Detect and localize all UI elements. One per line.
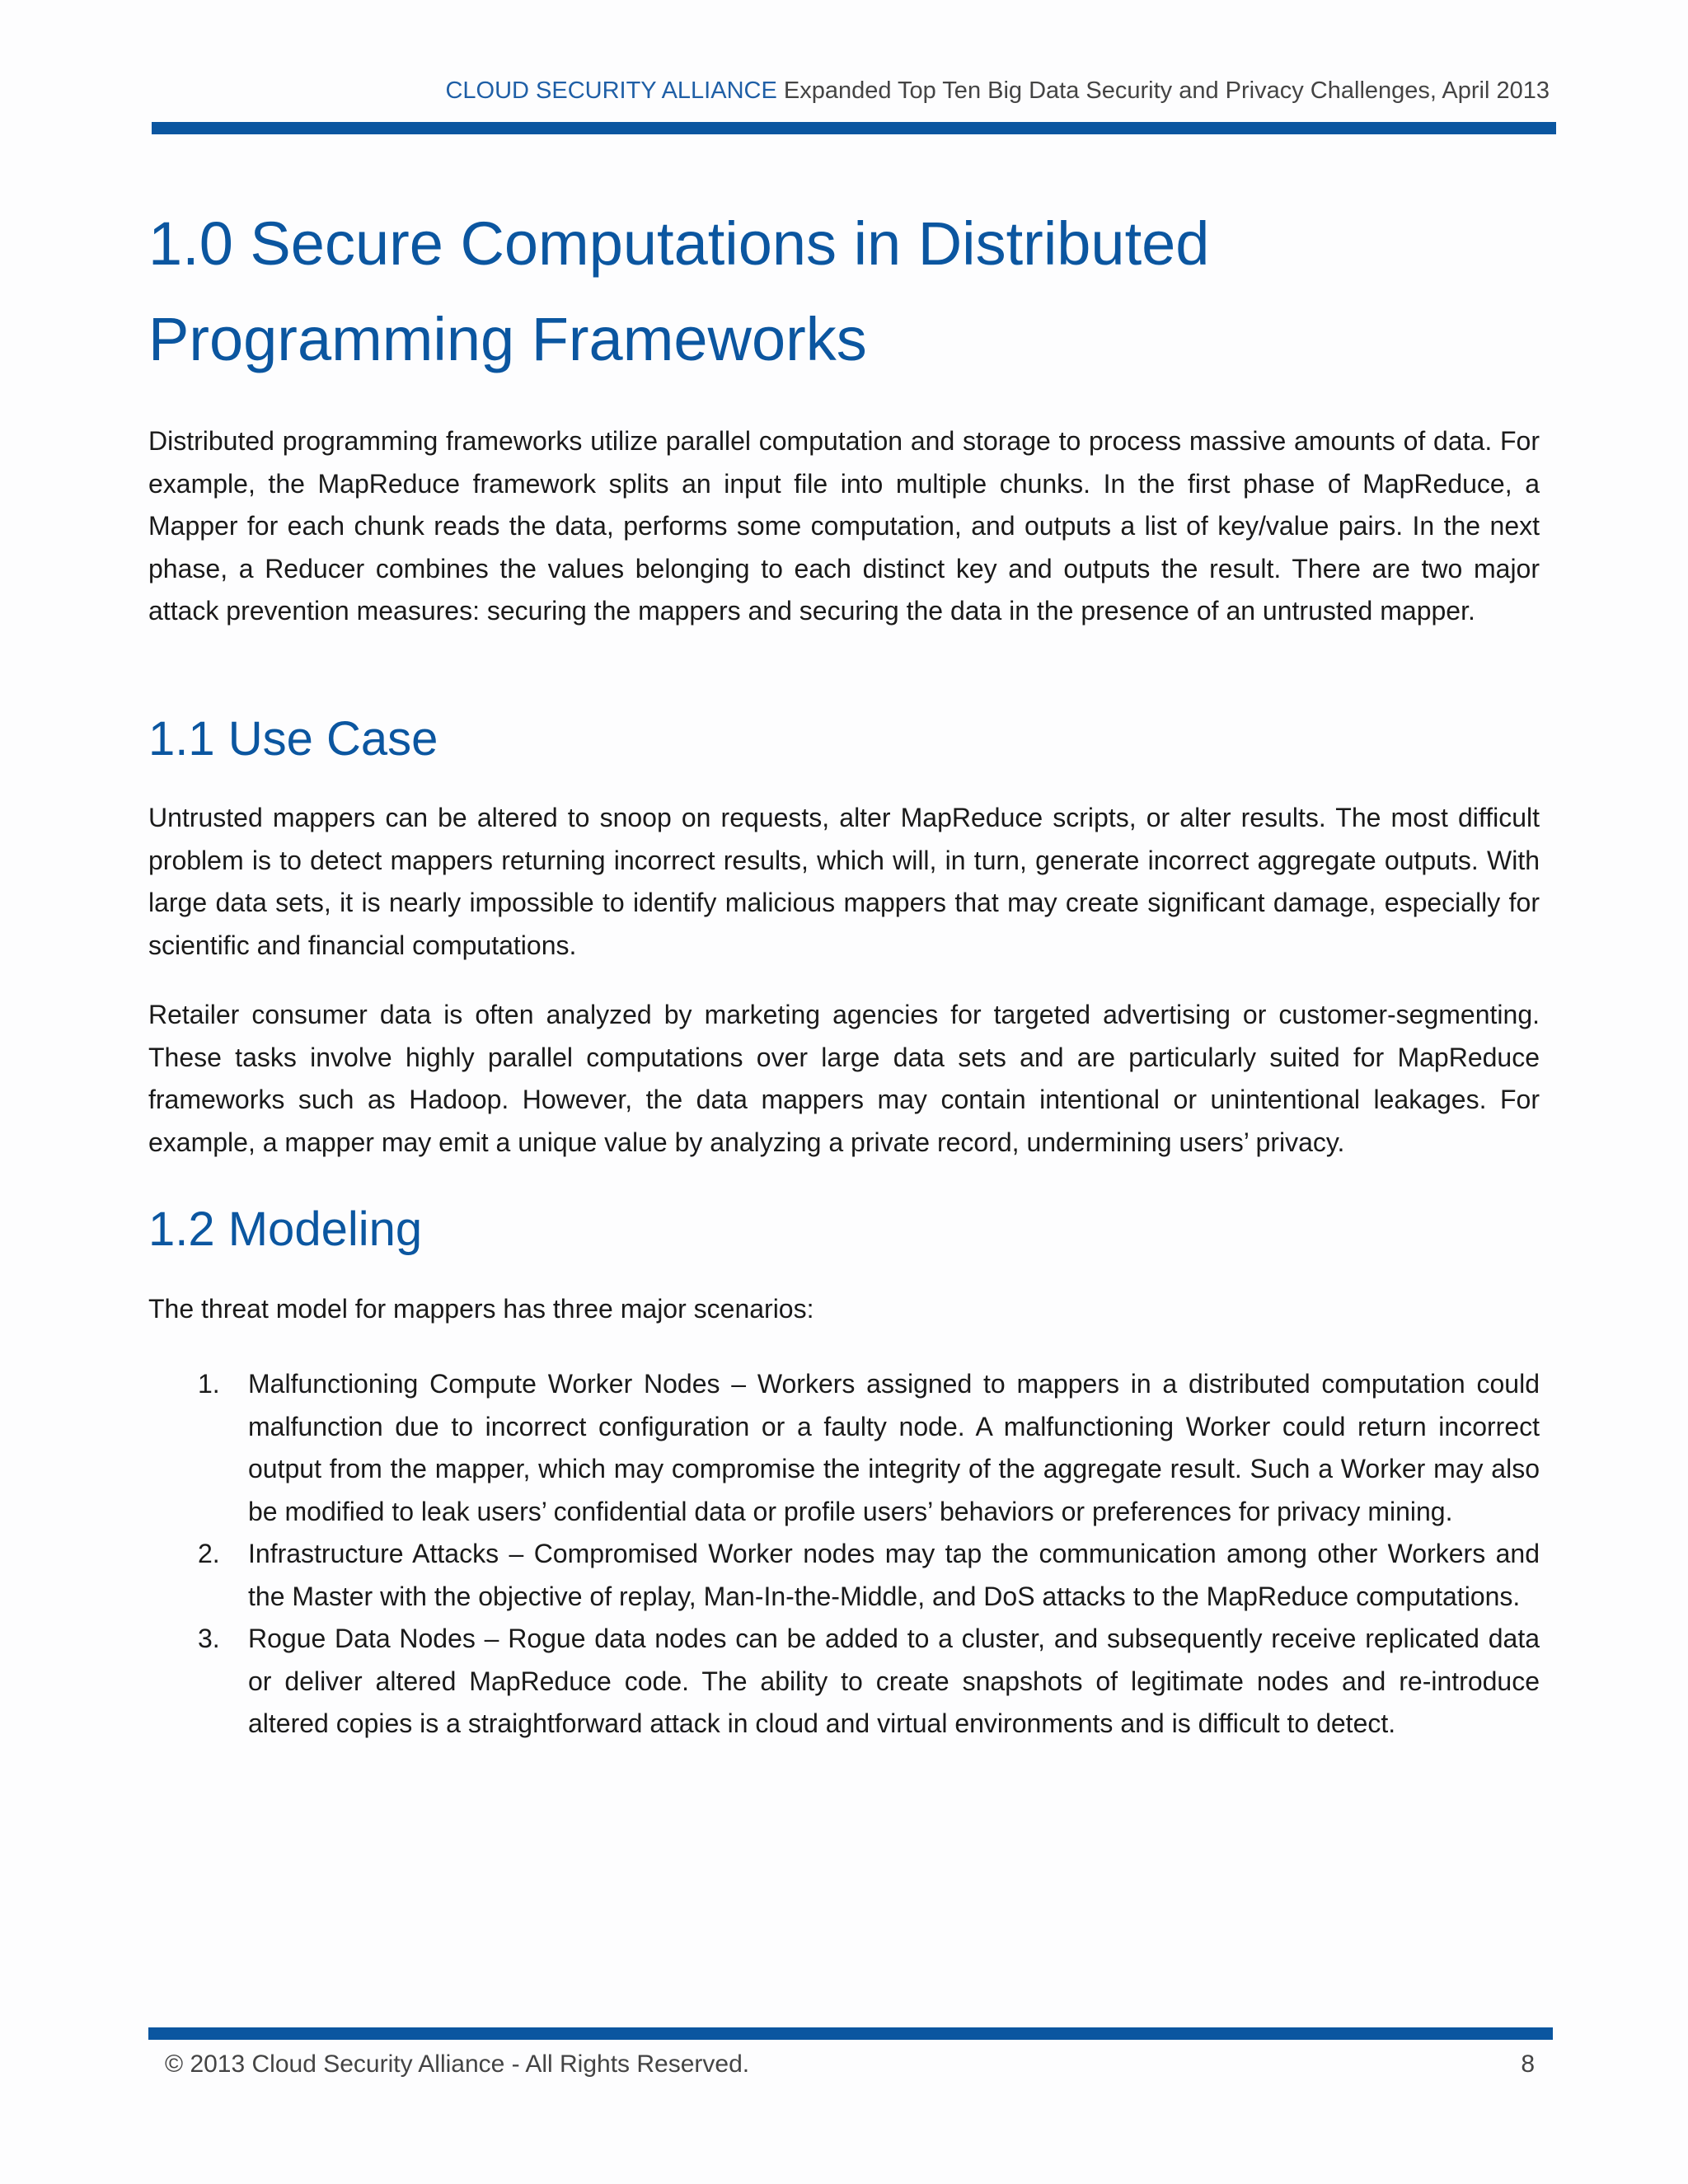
modeling-intro: The threat model for mappers has three major scenarios: [148, 1294, 814, 1324]
list-item-number: 2. [198, 1539, 220, 1568]
footer-rule [148, 2027, 1553, 2040]
use-case-paragraph-1: Untrusted mappers can be altered to snoop on requests, alter MapReduce scripts, or alter results. The most difficult problem is to detect mappers returning incorrect results, which will, in turn, generate incorrect aggregate outputs. With large data sets, it is nearly impossible to identify malicious mappers that may create significant damage, especially for scientific and financial computations. [148, 803, 1540, 960]
list-item-text: Infrastructure Attacks – Compromised Worker nodes may tap the communication among other Workers and the Master with the objective of replay, Man-In-the-Middle, and DoS attacks to the MapReduce computations. [248, 1539, 1540, 1611]
modeling-heading: 1.2 Modeling [148, 1202, 423, 1256]
running-header [437, 77, 1550, 105]
use-case-heading: 1.1 Use Case [148, 712, 438, 766]
page-number: 8 [1521, 2050, 1535, 2078]
list-item [148, 1363, 1540, 1533]
list-item-number: 1. [198, 1369, 220, 1399]
list-item [148, 1618, 1540, 1746]
intro-paragraph: Distributed programming frameworks utilize parallel computation and storage to process massive amounts of data. For example, the MapReduce framework splits an input file into multiple chunks. In the first phase of MapReduce, a Mapper for each chunk reads the data, performs some computation, and outputs a list of key/value pairs. In the next phase, a Reducer combines the values belonging to each distinct key and outputs the result. There are two major attack prevention measures: securing the mappers and securing the data in the presence of an untrusted mapper. [148, 426, 1540, 626]
page-title-line-1: 1.0 Secure Computations in Distributed [148, 209, 1210, 278]
page-title [148, 196, 1550, 387]
list-item [148, 1533, 1540, 1618]
use-case-paragraph-2: Retailer consumer data is often analyzed by marketing agencies for targeted advertising or customer-segmenting. These tasks involve highly parallel computations over large data sets and are particularly suited for MapReduce frameworks such as Hadoop. However, the data mappers may contain intentional or unintentional leakages. For example, a mapper may emit a unique value by analyzing a private record, undermining users’ privacy. [148, 1000, 1540, 1157]
list-item-text: Malfunctioning Compute Worker Nodes – Workers assigned to mappers in a distributed computation could malfunction due to incorrect configuration or a faulty node. A malfunctioning Worker could return incorrect output from the mapper, which may compromise the integrity of the aggregate result. Such a Worker may also be modified to leak users’ confidential data or profile users’ behaviors or preferences for privacy mining. [248, 1369, 1540, 1526]
threat-scenarios-list [148, 1363, 1540, 1746]
list-item-number: 3. [198, 1624, 220, 1653]
header-document-title: Expanded Top Ten Big Data Security and Privacy Challenges, April 2013 [783, 77, 1550, 104]
list-item-text: Rogue Data Nodes – Rogue data nodes can be added to a cluster, and subsequently receive replicated data or deliver altered MapReduce code. The ability to create snapshots of legitimate nodes and re-introduce altered copies is a straightforward attack in cloud and virtual environments and is difficult to detect. [248, 1624, 1540, 1738]
footer-copyright: © 2013 Cloud Security Alliance - All Rights Reserved. [165, 2050, 750, 2078]
header-organization: CLOUD SECURITY ALLIANCE [445, 77, 777, 104]
header-rule [152, 122, 1556, 134]
page-title-line-2: Programming Frameworks [148, 305, 867, 373]
